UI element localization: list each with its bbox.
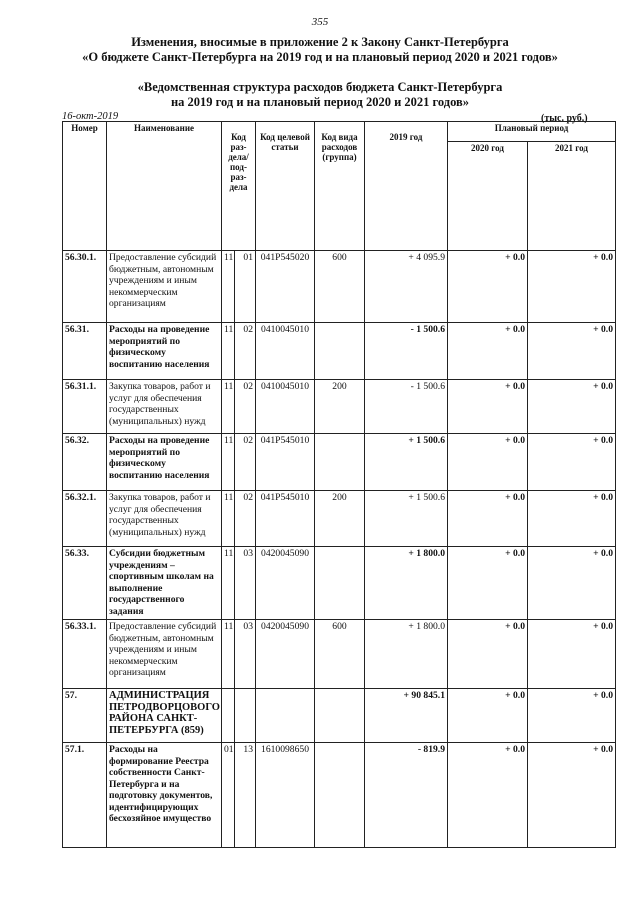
header-row — [63, 122, 616, 142]
row-name: Расходы на проведение мероприятий по физическому воспитанию населения — [107, 434, 222, 491]
header-2021: 2021 год — [528, 142, 616, 251]
row-target-code: 0420045090 — [256, 620, 315, 689]
row-subsection: 13 — [235, 743, 256, 848]
row-value-2020: + 0.0 — [448, 323, 528, 380]
row-name: Предоставление субсидий бюджетным, автономным учреждениям и иным некоммерческим организациям — [107, 251, 222, 323]
table-row — [63, 743, 616, 848]
row-expense-type: 200 — [315, 491, 365, 547]
page-number: 355 — [311, 16, 329, 28]
row-name: Расходы на проведение мероприятий по физическому воспитанию населения — [107, 323, 222, 380]
row-target-code: 1610098650 — [256, 743, 315, 848]
row-target-code: 0410045010 — [256, 323, 315, 380]
row-number: 56.32.1. — [63, 491, 107, 547]
row-subsection: 03 — [235, 547, 256, 620]
title-line-1: Изменения, вносимые в приложение 2 к Закону Санкт-Петербурга — [131, 35, 509, 49]
row-expense-type — [315, 323, 365, 380]
row-name: АДМИНИСТРАЦИЯ ПЕТРОДВОРЦОВОГО РАЙОНА САНКТ-ПЕТЕРБУРГА (859) — [107, 689, 222, 743]
table-row — [63, 620, 616, 689]
header-planned-period: Плановый период — [448, 122, 616, 142]
header-2019: 2019 год — [365, 122, 448, 251]
row-section: 11 — [222, 380, 235, 434]
row-value-2019: + 1 800.0 — [365, 620, 448, 689]
row-value-2021: + 0.0 — [528, 491, 616, 547]
row-value-2020: + 0.0 — [448, 620, 528, 689]
row-expense-type: 200 — [315, 380, 365, 434]
row-section: 11 — [222, 547, 235, 620]
row-subsection: 03 — [235, 620, 256, 689]
row-name: Предоставление субсидий бюджетным, автономным учреждениям и иным некоммерческим организациям — [107, 620, 222, 689]
row-value-2021: + 0.0 — [528, 434, 616, 491]
row-section — [222, 689, 235, 743]
title-line-2: «О бюджете Санкт-Петербурга на 2019 год и на плановый период 2020 и 2021 годов» — [82, 50, 558, 64]
row-number: 56.30.1. — [63, 251, 107, 323]
row-value-2020: + 0.0 — [448, 491, 528, 547]
table-body — [63, 251, 616, 848]
row-number: 56.31.1. — [63, 380, 107, 434]
header-target: Код целевой статьи — [256, 122, 315, 251]
row-value-2021: + 0.0 — [528, 323, 616, 380]
table-row — [63, 689, 616, 743]
row-target-code — [256, 689, 315, 743]
row-subsection: 01 — [235, 251, 256, 323]
budget-table — [62, 121, 616, 848]
row-number: 56.31. — [63, 323, 107, 380]
row-target-code: 0420045090 — [256, 547, 315, 620]
row-target-code: 041P545010 — [256, 491, 315, 547]
row-number: 57.1. — [63, 743, 107, 848]
table-row — [63, 547, 616, 620]
document-subtitle — [0, 80, 640, 110]
row-value-2021: + 0.0 — [528, 743, 616, 848]
header-2020: 2020 год — [448, 142, 528, 251]
row-subsection: 02 — [235, 491, 256, 547]
row-value-2019: + 90 845.1 — [365, 689, 448, 743]
table-row — [63, 323, 616, 380]
row-name: Закупка товаров, работ и услуг для обеспечения государственных (муниципальных) нужд — [107, 491, 222, 547]
row-target-code: 0410045010 — [256, 380, 315, 434]
row-expense-type — [315, 743, 365, 848]
row-target-code: 041P545010 — [256, 434, 315, 491]
header-section: Код раз-дела/ под-раз-дела — [222, 122, 256, 251]
row-expense-type: 600 — [315, 251, 365, 323]
row-value-2020: + 0.0 — [448, 743, 528, 848]
row-subsection: 02 — [235, 380, 256, 434]
header-name: Наименование — [107, 122, 222, 251]
row-value-2021: + 0.0 — [528, 620, 616, 689]
row-subsection: 02 — [235, 434, 256, 491]
row-value-2021: + 0.0 — [528, 689, 616, 743]
row-expense-type: 600 — [315, 620, 365, 689]
row-section: 11 — [222, 251, 235, 323]
row-value-2019: - 1 500.6 — [365, 323, 448, 380]
row-value-2020: + 0.0 — [448, 434, 528, 491]
row-name: Закупка товаров, работ и услуг для обеспечения государственных (муниципальных) нужд — [107, 380, 222, 434]
row-number: 56.33. — [63, 547, 107, 620]
row-section: 11 — [222, 491, 235, 547]
units-label: (тыс. руб.) — [541, 113, 588, 124]
subtitle-line-2: на 2019 год и на плановый период 2020 и 2021 годов» — [170, 95, 470, 109]
row-section: 11 — [222, 323, 235, 380]
table-row — [63, 434, 616, 491]
row-value-2020: + 0.0 — [448, 547, 528, 620]
row-value-2019: - 1 500.6 — [365, 380, 448, 434]
row-section: 11 — [222, 434, 235, 491]
row-expense-type — [315, 434, 365, 491]
table-row — [63, 251, 616, 323]
row-value-2019: + 1 800.0 — [365, 547, 448, 620]
row-value-2021: + 0.0 — [528, 251, 616, 323]
row-value-2019: + 4 095.9 — [365, 251, 448, 323]
row-expense-type — [315, 689, 365, 743]
row-name: Расходы на формирование Реестра собственности Санкт-Петербурга и на подготовку документов, идентифицирующих бесхозяйное имущество — [107, 743, 222, 848]
header-number: Номер — [63, 122, 107, 251]
row-number: 56.32. — [63, 434, 107, 491]
row-value-2020: + 0.0 — [448, 380, 528, 434]
row-value-2019: - 819.9 — [365, 743, 448, 848]
subtitle-line-1: «Ведомственная структура расходов бюджета Санкт-Петербурга — [137, 80, 503, 94]
row-number: 56.33.1. — [63, 620, 107, 689]
row-value-2021: + 0.0 — [528, 380, 616, 434]
document-title — [0, 35, 640, 65]
header-expense-type: Код вида расходов (группа) — [315, 122, 365, 251]
row-section: 11 — [222, 620, 235, 689]
row-section: 01 — [222, 743, 235, 848]
table-row — [63, 380, 616, 434]
row-expense-type — [315, 547, 365, 620]
row-name: Субсидии бюджетным учреждениям – спортивным школам на выполнение государственного задания — [107, 547, 222, 620]
row-value-2020: + 0.0 — [448, 689, 528, 743]
row-number: 57. — [63, 689, 107, 743]
row-value-2019: + 1 500.6 — [365, 491, 448, 547]
row-target-code: 041P545020 — [256, 251, 315, 323]
table-row — [63, 491, 616, 547]
document-date: 16-окт-2019 — [62, 111, 119, 122]
row-subsection: 02 — [235, 323, 256, 380]
row-value-2020: + 0.0 — [448, 251, 528, 323]
row-value-2019: + 1 500.6 — [365, 434, 448, 491]
row-value-2021: + 0.0 — [528, 547, 616, 620]
row-subsection — [235, 689, 256, 743]
